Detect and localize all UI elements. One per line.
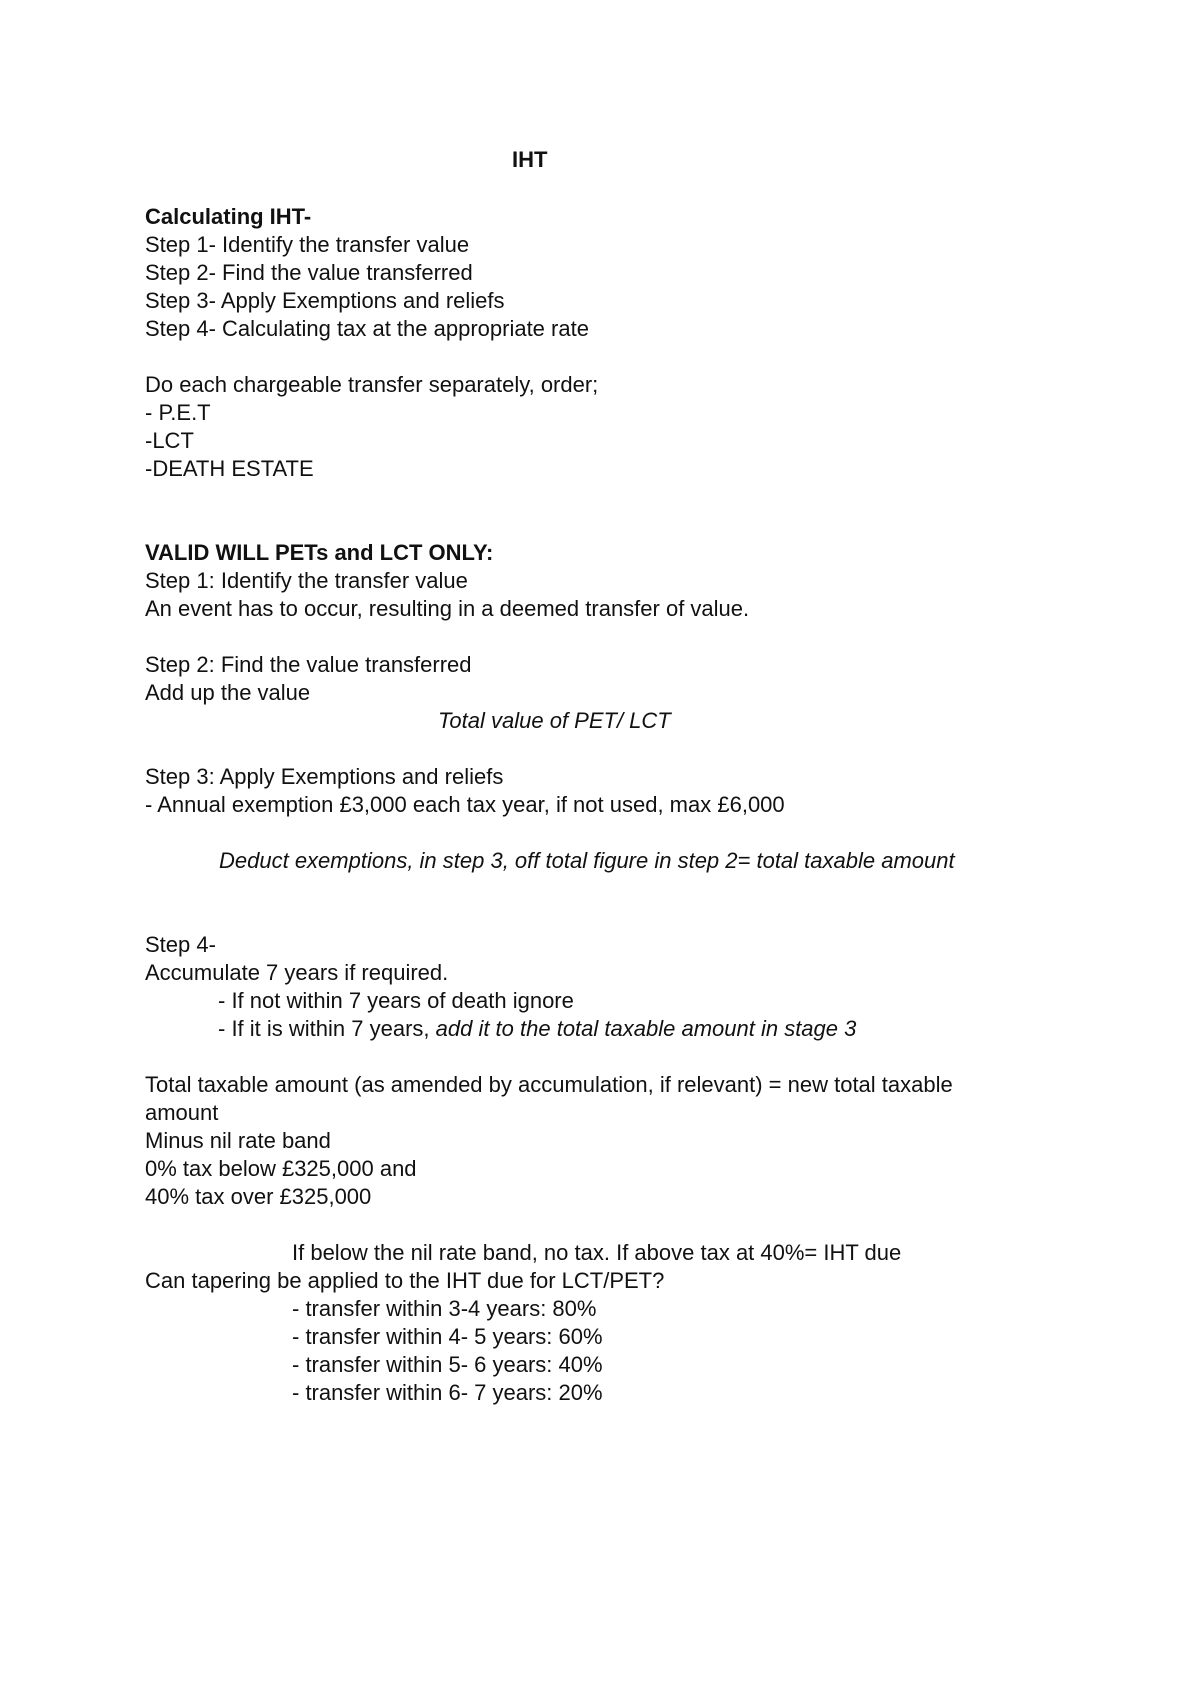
step-line: Step 1- Identify the transfer value bbox=[145, 232, 470, 257]
step-line: Step 2- Find the value transferred bbox=[145, 260, 473, 285]
step4-bullet-plain: - If it is within 7 years, bbox=[218, 1016, 436, 1041]
total-taxable-line-cont: amount bbox=[145, 1100, 219, 1125]
step4-title: Step 4- bbox=[145, 932, 216, 957]
step4-text: Accumulate 7 years if required. bbox=[145, 960, 449, 985]
rate-zero: 0% tax below £325,000 and bbox=[145, 1156, 417, 1181]
order-item: -LCT bbox=[145, 428, 194, 453]
section-heading-calculating: Calculating IHT- bbox=[145, 204, 312, 229]
step-line: Step 3- Apply Exemptions and reliefs bbox=[145, 288, 505, 313]
step2-note: Total value of PET/ LCT bbox=[438, 708, 671, 733]
order-item: - P.E.T bbox=[145, 400, 211, 425]
page-title: IHT bbox=[512, 147, 548, 172]
order-intro: Do each chargeable transfer separately, order; bbox=[145, 372, 599, 397]
step-line: Step 4- Calculating tax at the appropriate rate bbox=[145, 316, 589, 341]
rate-forty: 40% tax over £325,000 bbox=[145, 1184, 372, 1209]
step3-text: - Annual exemption £3,000 each tax year, if not used, max £6,000 bbox=[145, 792, 785, 817]
section-heading-valid-will: VALID WILL PETs and LCT ONLY: bbox=[145, 540, 494, 565]
nil-rate-band-note: If below the nil rate band, no tax. If above tax at 40%= IHT due bbox=[292, 1240, 902, 1265]
taper-item: - transfer within 4- 5 years: 60% bbox=[292, 1324, 603, 1349]
taper-item: - transfer within 5- 6 years: 40% bbox=[292, 1352, 603, 1377]
step4-bullet bbox=[218, 1015, 856, 1043]
step3-title: Step 3: Apply Exemptions and reliefs bbox=[145, 764, 504, 789]
step1-title: Step 1: Identify the transfer value bbox=[145, 568, 468, 593]
taper-item: - transfer within 3-4 years: 80% bbox=[292, 1296, 597, 1321]
order-item: -DEATH ESTATE bbox=[145, 456, 314, 481]
step1-text: An event has to occur, resulting in a deemed transfer of value. bbox=[145, 596, 750, 621]
step2-text: Add up the value bbox=[145, 680, 311, 705]
total-taxable-line: Total taxable amount (as amended by accumulation, if relevant) = new total taxable bbox=[145, 1072, 953, 1097]
step4-bullet: - If not within 7 years of death ignore bbox=[218, 988, 574, 1013]
step3-note: Deduct exemptions, in step 3, off total figure in step 2= total taxable amount bbox=[219, 848, 955, 873]
taper-question: Can tapering be applied to the IHT due for LCT/PET? bbox=[145, 1268, 665, 1293]
step2-title: Step 2: Find the value transferred bbox=[145, 652, 472, 677]
step4-bullet-italic: add it to the total taxable amount in stage 3 bbox=[435, 1016, 857, 1041]
taper-item: - transfer within 6- 7 years: 20% bbox=[292, 1380, 603, 1405]
minus-nil-rate-band: Minus nil rate band bbox=[145, 1128, 331, 1153]
